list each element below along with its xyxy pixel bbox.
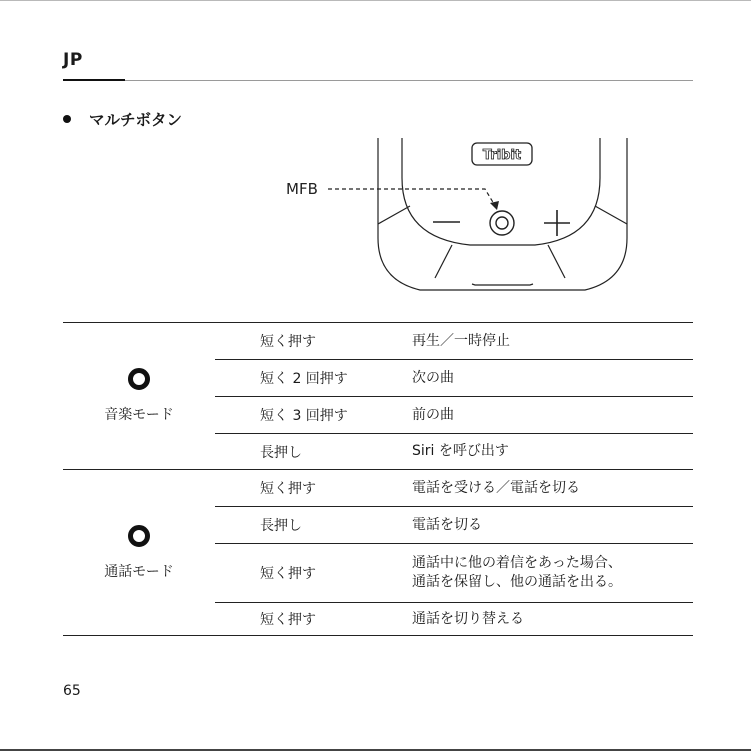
header-rule bbox=[63, 80, 693, 81]
mode-group-music bbox=[63, 323, 693, 469]
function-table bbox=[63, 322, 693, 636]
mfb-ring-icon bbox=[128, 525, 150, 547]
table-row bbox=[215, 433, 693, 469]
mfb-callout-arrow bbox=[490, 201, 499, 210]
function-text: 通話を切り替える bbox=[412, 610, 524, 627]
function-line: 通話を保留し、他の通話を出る。 bbox=[412, 574, 622, 590]
speaker-illustration bbox=[280, 138, 640, 298]
section-title bbox=[63, 108, 182, 130]
mfb-button-icon bbox=[490, 211, 514, 235]
bullet-icon bbox=[63, 115, 71, 123]
table-row bbox=[215, 470, 693, 506]
table-row bbox=[215, 506, 693, 543]
bumper-left bbox=[378, 206, 410, 224]
press-action: 短く押す bbox=[260, 334, 316, 350]
bottom-tab bbox=[472, 284, 533, 285]
function-text bbox=[412, 554, 693, 592]
table-row bbox=[215, 396, 693, 433]
section-title-text: マルチボタン bbox=[89, 111, 183, 129]
mfb-callout-line bbox=[328, 189, 494, 204]
mode-cell bbox=[63, 323, 215, 469]
mode-label: 音楽モード bbox=[104, 407, 174, 423]
mfb-label: MFB bbox=[286, 180, 318, 198]
press-action: 長押し bbox=[260, 444, 302, 461]
page-number: 65 bbox=[63, 683, 81, 699]
mode-cell bbox=[63, 470, 215, 635]
press-action: 短く押す bbox=[260, 566, 316, 582]
function-text: 前の曲 bbox=[412, 406, 454, 423]
press-action: 短く押す bbox=[260, 612, 316, 628]
press-action: 短く 3 回押す bbox=[260, 408, 348, 424]
bumper-bottom-right bbox=[548, 245, 565, 278]
press-action: 長押し bbox=[260, 518, 302, 534]
page-frame-top bbox=[0, 0, 751, 1]
table-row bbox=[215, 323, 693, 359]
bumper-right bbox=[595, 206, 627, 224]
function-text: 電話を受ける／電話を切る bbox=[412, 479, 580, 496]
table-row bbox=[215, 543, 693, 602]
tribit-logo bbox=[472, 143, 532, 165]
press-action: 短く 2 回押す bbox=[260, 371, 348, 387]
bumper-bottom-left bbox=[435, 245, 452, 278]
mode-label: 通話モード bbox=[104, 563, 174, 580]
function-text: 次の曲 bbox=[412, 369, 454, 386]
language-heading: JP bbox=[63, 50, 83, 70]
function-text: Siri を呼び出す bbox=[412, 443, 509, 459]
brand-logo-text: Tribit bbox=[482, 148, 522, 163]
table-row bbox=[215, 359, 693, 396]
mfb-ring-icon bbox=[128, 368, 150, 390]
press-action: 短く押す bbox=[260, 481, 316, 497]
function-text: 電話を切る bbox=[412, 516, 482, 533]
table-row bbox=[215, 602, 693, 635]
header-rule-accent bbox=[63, 79, 125, 81]
mode-group-call bbox=[63, 469, 693, 635]
plus-icon bbox=[544, 210, 570, 236]
function-line: 通話中に他の着信をあった場合、 bbox=[412, 555, 622, 571]
function-text: 再生／一時停止 bbox=[412, 332, 510, 349]
